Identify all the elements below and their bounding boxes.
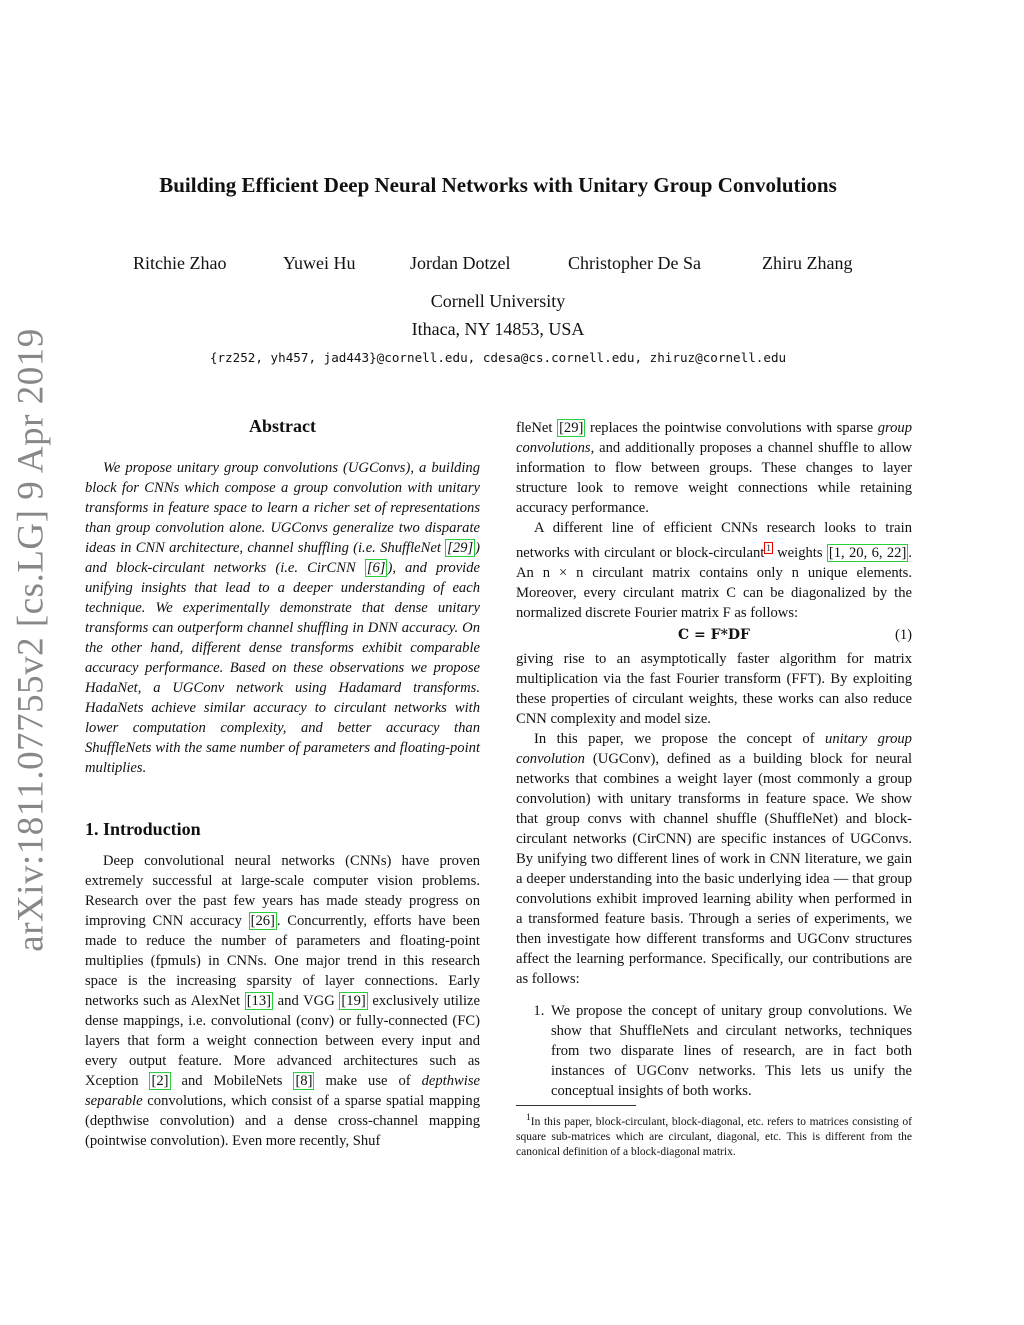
text-segment: In this paper, we propose the concept of bbox=[534, 730, 826, 747]
emphasis: depthwise separable bbox=[85, 1073, 480, 1109]
text-segment: A different line of efficient CNNs research looks to train networks with circulant or block-circulant bbox=[516, 520, 912, 561]
author-emails: {rz252, yh457, jad443}@cornell.edu, cdesa@cs.cornell.edu, zhiruz@cornell.edu bbox=[209, 350, 787, 365]
footnote-rule bbox=[516, 1105, 636, 1106]
right-column bbox=[516, 418, 912, 1160]
body-paragraph bbox=[516, 729, 912, 989]
author-name: Christopher De Sa bbox=[568, 253, 701, 273]
citation-link[interactable]: [2] bbox=[151, 1073, 169, 1089]
text-segment: . An n × n circulant matrix contains only n unique elements. Moreover, every circulant matrix C can be diagonalized by the normalized discrete Fourier matrix F as follows: bbox=[516, 544, 912, 621]
author-name: Zhiru Zhang bbox=[762, 253, 853, 273]
abstract-heading: Abstract bbox=[249, 416, 316, 436]
body-paragraph bbox=[516, 518, 912, 623]
text-segment: make use of bbox=[314, 1073, 422, 1089]
citation-link[interactable]: [19] bbox=[341, 993, 366, 1009]
footnote-mark: 1 bbox=[526, 1111, 531, 1123]
contributions-list bbox=[516, 1001, 912, 1101]
footnote-text: In this paper, block-circulant, block-diagonal, etc. refers to matrices consisting of square sub-matrices which are circulant, diagonal, etc. This is different from the canonical definition of a block-diagonal matrix. bbox=[516, 1115, 912, 1158]
emphasis: group convolutions bbox=[516, 420, 913, 456]
body-paragraph: giving rise to an asymptotically faster algorithm for matrix multiplication via the fast Fourier transform (FFT). By exploiting these properties of circulant weights, these works can also reduce CNN complexity and model size. bbox=[516, 650, 912, 727]
list-item: 1. We propose the concept of unitary group convolutions. We show that ShuffleNets and circulant networks, techniques from two disparate lines of research, are in fact both instances of UGConv networks. This lets us unify the conceptual insights of both works. bbox=[548, 1001, 912, 1101]
emphasis: unitary group convolution bbox=[516, 730, 912, 767]
paper-title: Building Efficient Deep Neural Networks with Unitary Group Convolutions bbox=[159, 173, 837, 197]
left-column bbox=[85, 416, 480, 1151]
citation-link[interactable]: [6] bbox=[366, 560, 386, 576]
text-segment: convolutions, which consist of a sparse spatial mapping (depthwise convolution) and a dense cross-channel mapping (pointwise convolution). Even more recently, Shuf bbox=[85, 1093, 480, 1149]
arxiv-id-text: arXiv:1811.07755v2 [cs.LG] 9 Apr 2019 bbox=[10, 328, 52, 952]
citation-link[interactable]: [26] bbox=[250, 913, 275, 929]
citation-link[interactable]: [13] bbox=[246, 993, 272, 1009]
affiliation: Cornell University bbox=[430, 291, 566, 311]
abstract-segment: ), and provide unifying insights that lead to a deeper understanding of each technique. We experimentally demonstrate that dense unitary transforms can outperform channel shuffling in DNN accuracy. On the other hand, different dense transforms exhibit comparable accuracy performance. Based on these observations we propose HadaNet, a UGConv network using Hadamard transforms. HadaNets achieve similar accuracy to circulant networks with lower computation complexity, and better accuracy than ShuffleNets with the same number of parameters and floating-point multiplies. bbox=[85, 560, 481, 776]
text-segment: Deep convolutional neural networks (CNNs) have proven extremely successful at large-scale computer vision problems. Research over the past few years has made steady progress on improving CNN accuracy bbox=[85, 853, 480, 929]
text-segment: . Concurrently, efforts have been made to reduce the number of parameters and floating-point multiplies (fpmuls) in CNNs. One major trend in this research space is the increasing sparsity of layer connections. Early networks such as AlexNet bbox=[85, 913, 480, 1009]
section-heading: 1. Introduction bbox=[85, 819, 201, 839]
footnote-link[interactable]: 1 bbox=[766, 543, 771, 553]
author-name: Yuwei Hu bbox=[283, 253, 356, 273]
equation-number: (1) bbox=[894, 626, 912, 643]
citation-link[interactable]: [29] bbox=[447, 540, 474, 556]
abstract-segment: We propose unitary group convolutions (UGConvs), a building block for CNNs which compose a group convolution with unitary transforms in feature space to learn a richer set of representations than group convolution alone. UGConvs generalize two disparate ideas in CNN architecture, channel shuffling (i.e. ShuffleNet bbox=[85, 460, 480, 556]
text-segment: and MobileNets bbox=[170, 1073, 294, 1089]
text-segment: (UGConv), defined as a building block for neural networks that combines a weight layer (most commonly a group convolution) with unitary transforms in feature space. We show that group convs with channel shuffle (ShuffleNet) and block-circulant networks (CirCNN) are specific instances of UGConvs. By unifying two different lines of work in CNN literature, we gain a deeper understanding into the basic underlying idea — that group convolutions exhibit improved learning ability when performed in a transformed feature basis. Through a series of experiments, we then investigate how different transforms and UGConv structures affect the learning performance. Specifically, our contributions are as follows: bbox=[516, 750, 912, 987]
text-segment: fleNet bbox=[516, 420, 558, 436]
text-segment: exclusively utilize dense mappings, i.e. convolutional (conv) or fully-connected (FC) layers that form a weight connection between every input and every output feature. More advanced architectures such as Xception bbox=[85, 993, 481, 1089]
text-segment: and VGG bbox=[273, 993, 340, 1009]
abstract-text bbox=[85, 458, 480, 778]
body-paragraph bbox=[516, 418, 912, 518]
citation-link[interactable]: [1, 20, 6, 22] bbox=[828, 544, 907, 561]
intro-paragraph bbox=[85, 851, 480, 1151]
equation-body: C = F*DF bbox=[678, 626, 750, 643]
author-name: Ritchie Zhao bbox=[133, 253, 227, 273]
author-name: Jordan Dotzel bbox=[410, 253, 511, 273]
citation-link[interactable]: [8] bbox=[295, 1073, 313, 1089]
equation bbox=[516, 625, 912, 645]
citation-link[interactable]: [29] bbox=[559, 420, 584, 436]
text-segment: , and additionally proposes a channel shuffle to allow information to flow between groups. These changes to layer structure look to remove weight connections while retaining accuracy performance. bbox=[516, 440, 912, 516]
text-segment: weights bbox=[772, 544, 827, 561]
text-segment: replaces the pointwise convolutions with sparse bbox=[585, 420, 878, 436]
abstract-segment: ) and block-circulant networks (i.e. CirCNN bbox=[85, 540, 480, 576]
footnote bbox=[516, 1110, 912, 1160]
address: Ithaca, NY 14853, USA bbox=[411, 319, 585, 339]
